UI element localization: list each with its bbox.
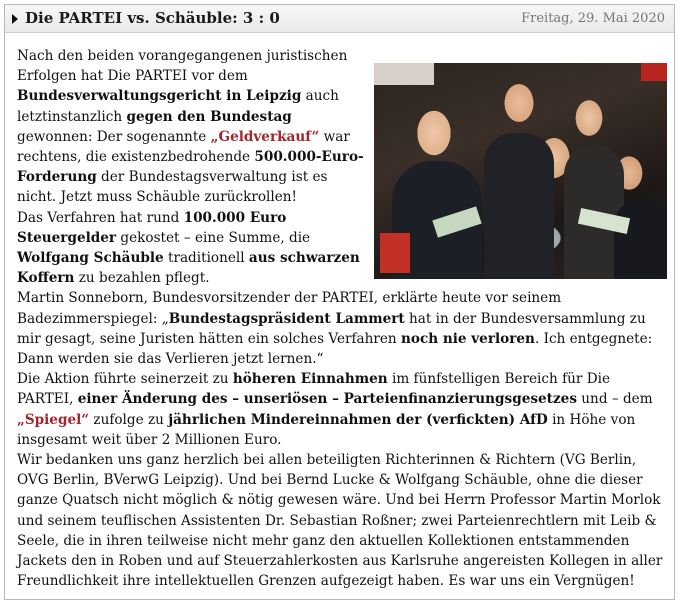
paragraph-1: Nach den beiden vorangegangenen juristischen Erfolgen hat Die PARTEI vor dem Bundesverwaltungsgericht in Leipzig auch letztinstanzlich gegen den Bundestag gewonnen: Der sogenannte „Geldverkauf“ war rechtens, die existenzbedrohende 500.000-Euro-Forderung der Bundestagsverwaltung ist es nicht. Jetzt muss Schäuble zurückrollen!: [17, 48, 364, 206]
article-date: Freitag, 29. Mai 2020: [521, 11, 665, 26]
link-spiegel[interactable]: „Spiegel“: [17, 411, 90, 428]
paragraph-2: Das Verfahren hat rund 100.000 Euro Steuergelder gekostet – eine Summe, die Wolfgang Schäuble traditionell aus schwarzen Koffern zu bezahlen pflegt.: [17, 209, 360, 287]
article-body: [17, 46, 670, 591]
paragraph-5: Wir bedanken uns ganz herzlich bei allen beteiligten Richterinnen & Richtern (VG Berlin, OVG Berlin, BVerwG Leipzig). Und bei Bernd Lucke & Wolfgang Schäuble, ohne die dieser ganze Quatsch nicht möglich & nötig gewesen wäre. Und bei Herrn Professor Martin Morlok und seinem teuflischen Assistenten Dr. Sebastian Roßner; zwei Parteienrechtlern mit Leib & Seele, die in ihren teilweise nicht mehr ganz den aktuellen Kollektionen entstammenden Jackets den in Roben und auf Steuerzahlerkosten aus Karlsruhe angereisten Kollegen in aller Freundlichkeit ihre intellektuellen Grenzen aufgezeigt haben. Es war uns ein Vergnügen!: [17, 452, 663, 590]
article-photo: [374, 63, 667, 279]
article-box: [4, 4, 675, 600]
paragraph-3: Martin Sonneborn, Bundesvorsitzender der PARTEI, erklärte heute vor seinem Badezimmerspiegel: „Bundestagspräsident Lammert hat in der Bundesversammlung zu mir gesagt, seine Juristen hätten ein solches Verfahren noch nie verloren. Ich entgegnete: Dann werden sie das Verlieren jetzt lernen.“: [17, 290, 653, 368]
expand-arrow-icon[interactable]: [12, 14, 18, 24]
photo-person: [484, 133, 554, 279]
link-geldverkauf[interactable]: „Geldverkauf“: [210, 128, 320, 145]
photo-person: [614, 198, 667, 279]
photo-sign-red: [641, 63, 667, 81]
photo-sign: [374, 63, 434, 85]
photo-red-box: [380, 233, 410, 273]
article-title[interactable]: Die PARTEI vs. Schäuble: 3 : 0: [25, 9, 280, 27]
paragraph-4: Die Aktion führte seinerzeit zu höheren Einnahmen im fünfstelligen Bereich für Die PARTEI, einer Änderung des – unseriösen – Parteienfinanzierungsgesetzes und – dem „Spiegel“ zufolge zu jährlichen Mindereinnahmen der (verfickten) AfD in Höhe von insgesamt weit über 2 Millionen Euro.: [17, 371, 653, 448]
article-header[interactable]: [5, 5, 674, 33]
